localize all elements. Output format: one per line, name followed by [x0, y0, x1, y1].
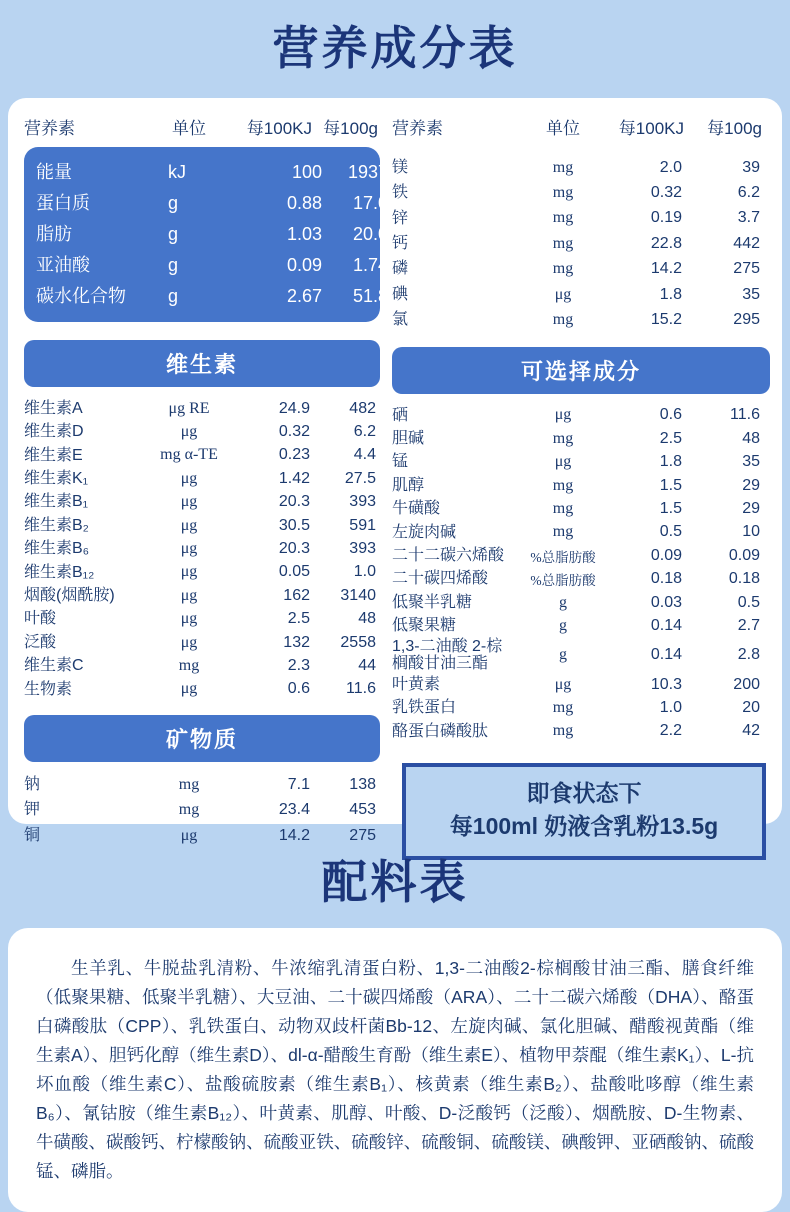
- value-per-100g: 6.2: [737, 184, 760, 202]
- value-per-100kj: 1.8: [659, 285, 682, 303]
- value-per-100g: 1937: [347, 162, 388, 182]
- header-nutrient: 营养素: [392, 119, 443, 138]
- nutrient-unit: mg: [552, 311, 574, 329]
- nutrient-row: [392, 451, 770, 474]
- nutrient-row: [392, 404, 770, 427]
- value-per-100g: 20: [742, 698, 760, 716]
- nutrient-row: [392, 257, 770, 282]
- value-per-100kj: 162: [283, 586, 310, 604]
- value-per-100g: 29: [742, 499, 760, 517]
- nutrient-unit: μg: [180, 586, 198, 604]
- nutrient-row: [36, 219, 388, 250]
- value-per-100g: 295: [733, 311, 760, 329]
- nutrient-name: 维生素D: [24, 423, 84, 441]
- value-per-100g: 2.8: [737, 646, 760, 664]
- nutrient-name: 蛋白质: [36, 192, 90, 213]
- header-per-100kj: 每100KJ: [618, 119, 684, 138]
- value-per-100kj: 132: [283, 633, 310, 651]
- nutrient-row: [392, 696, 770, 719]
- nutrient-unit: μg: [180, 610, 198, 628]
- nutrient-row: [24, 444, 380, 467]
- nutrient-unit: mg: [552, 698, 574, 716]
- nutrient-name: 叶酸: [24, 610, 57, 628]
- nutrient-name: 铁: [392, 184, 409, 202]
- nutrient-name: 酪蛋白磷酸肽: [392, 722, 489, 740]
- ingredients-panel: [8, 928, 782, 1212]
- nutrient-unit: mg: [552, 234, 574, 252]
- nutrient-name: 叶黄素: [392, 675, 441, 693]
- value-per-100g: 0.5: [737, 593, 760, 611]
- value-per-100kj: 0.5: [659, 523, 682, 541]
- nutrient-name: 钙: [392, 235, 409, 253]
- value-per-100kj: 2.5: [659, 429, 682, 447]
- nutrient-unit: μg: [180, 680, 198, 698]
- nutrient-unit: μg: [180, 540, 198, 558]
- nutrient-unit: g: [559, 646, 567, 664]
- nutrient-name: 维生素A: [24, 399, 83, 417]
- value-per-100g: 4.4: [353, 446, 376, 464]
- nutrient-unit: μg RE: [168, 399, 210, 417]
- value-per-100kj: 1.5: [659, 476, 682, 494]
- nutrient-unit: %总脂肪酸: [530, 549, 596, 565]
- nutrient-row: [392, 155, 770, 180]
- value-per-100g: 6.2: [353, 423, 376, 441]
- nutrient-unit: g: [168, 286, 179, 306]
- header-nutrient: 营养素: [24, 119, 75, 138]
- value-per-100g: 48: [358, 610, 376, 628]
- value-per-100g: 591: [349, 516, 376, 534]
- value-per-100kj: 23.4: [278, 801, 310, 819]
- value-per-100kj: 1.0: [659, 698, 682, 716]
- nutrient-row: [24, 467, 380, 490]
- value-per-100g: 42: [742, 722, 760, 740]
- nutrient-name: 碘: [392, 285, 409, 303]
- ingredients-list-text: 生羊乳、牛脱盐乳清粉、牛浓缩乳清蛋白粉、1,3-二油酸2-棕榈酸甘油三酯、膳食纤维（低聚果糖、低聚半乳糖）、大豆油、二十碳四烯酸（ARA）、二十二碳六烯酸（DHA）、酪蛋白磷酸肽（CPP）、乳铁蛋白、动物双歧杆菌Bb-12、左旋肉碱、氯化胆碱、醋酸视黄酯（维生素A）、胆钙化醇（维生素D）、dl-α-醋酸生育酚（维生素E）、植物甲萘醌（维生素K₁）、L-抗坏血酸（维生素C）、盐酸硫胺素（维生素B₁）、核黄素（维生素B₂）、盐酸吡哆醇（维生素B₆）、氰钴胺（维生素B₁₂）、叶黄素、肌醇、叶酸、D-泛酸钙（泛酸）、烟酰胺、D-生物素、牛磺酸、碳酸钙、柠檬酸钠、硫酸亚铁、硫酸锌、硫酸铜、硫酸镁、碘酸钾、亚硒酸钠、硫酸锰、磷脂。: [36, 958, 754, 1181]
- nutrient-row: [24, 397, 380, 420]
- value-per-100kj: 10.3: [650, 675, 682, 693]
- value-per-100kj: 1.03: [286, 224, 322, 244]
- nutrient-row: [392, 614, 770, 637]
- value-per-100g: 453: [349, 801, 376, 819]
- value-per-100g: 138: [349, 775, 376, 793]
- value-per-100kj: 0.03: [650, 593, 682, 611]
- vitamins-table: [24, 397, 380, 701]
- nutrient-row: [392, 231, 770, 256]
- nutrient-name: 低聚果糖: [392, 617, 457, 635]
- value-per-100g: 3140: [340, 586, 376, 604]
- nutrient-name: 维生素K₁: [24, 470, 89, 488]
- value-per-100g: 3.7: [737, 209, 760, 227]
- value-per-100g: 48: [742, 429, 760, 447]
- value-per-100g: 39: [742, 158, 760, 176]
- nutrient-unit: mg: [178, 656, 200, 674]
- nutrient-row: [392, 673, 770, 696]
- nutrient-unit: g: [168, 224, 179, 244]
- section-bar-vitamins: 维生素: [24, 340, 380, 387]
- nutrient-row: [24, 491, 380, 514]
- nutrient-row: [24, 797, 380, 822]
- value-per-100g: 51.8: [352, 286, 388, 306]
- nutrient-name: 维生素C: [24, 657, 84, 675]
- column-header-row: [24, 114, 380, 139]
- value-per-100kj: 0.6: [287, 680, 310, 698]
- value-per-100kj: 0.18: [650, 570, 682, 588]
- nutrient-row: [36, 281, 388, 312]
- nutrient-row: [24, 631, 380, 654]
- value-per-100g: 11.6: [730, 406, 760, 424]
- header-unit: 单位: [546, 119, 580, 138]
- nutrient-name: 左旋肉碱: [392, 523, 457, 541]
- nutrient-row: [24, 584, 380, 607]
- nutrient-name: 维生素B₆: [24, 540, 90, 558]
- nutrient-unit: mg: [552, 158, 574, 176]
- value-per-100kj: 0.05: [278, 563, 310, 581]
- header-unit: 单位: [172, 119, 206, 138]
- nutrient-unit: g: [559, 593, 567, 611]
- value-per-100kj: 0.19: [650, 209, 682, 227]
- nutrient-unit: μg: [180, 516, 198, 534]
- nutrient-row: [24, 823, 380, 848]
- optional-ingredients-table: [392, 404, 770, 743]
- nutrient-row: [24, 654, 380, 677]
- ready-note-line1: 即食状态下: [526, 780, 642, 806]
- nutrient-unit: %总脂肪酸: [530, 573, 596, 589]
- section-bar-minerals: 矿物质: [24, 715, 380, 762]
- value-per-100g: 1.74: [352, 255, 388, 275]
- value-per-100g: 35: [742, 285, 760, 303]
- header-per-100g: 每100g: [323, 119, 378, 138]
- value-per-100g: 35: [742, 453, 760, 471]
- nutrient-name: 磷: [392, 260, 409, 278]
- nutrient-name: 钾: [24, 801, 41, 819]
- value-per-100g: 275: [733, 260, 760, 278]
- value-per-100g: 0.18: [728, 570, 760, 588]
- nutrient-row: [24, 420, 380, 443]
- value-per-100kj: 1.42: [278, 469, 310, 487]
- nutrient-name: 乳铁蛋白: [392, 699, 457, 717]
- nutrition-right-column: [392, 114, 770, 840]
- nutrient-unit: mg: [552, 184, 574, 202]
- nutrient-name: 锌: [392, 209, 409, 227]
- nutrition-left-column: [24, 114, 388, 844]
- minerals-table: [24, 772, 380, 848]
- nutrient-name: 能量: [36, 161, 72, 182]
- nutrient-unit: mg: [552, 722, 574, 740]
- nutrient-row: [24, 537, 380, 560]
- nutrient-unit: μg: [554, 406, 572, 424]
- nutrient-row: [392, 567, 770, 590]
- value-per-100kj: 0.32: [278, 423, 310, 441]
- nutrient-name: 生物素: [24, 680, 73, 698]
- nutrient-row: [392, 282, 770, 307]
- value-per-100kj: 1.5: [659, 499, 682, 517]
- minerals-right-table: [392, 155, 770, 333]
- nutrient-unit: μg: [180, 633, 198, 651]
- nutrient-unit: μg: [180, 469, 198, 487]
- value-per-100kj: 0.6: [659, 406, 682, 424]
- value-per-100g: 2558: [340, 633, 376, 651]
- nutrition-panel: [8, 98, 782, 844]
- nutrient-row: [392, 497, 770, 520]
- value-per-100kj: 1.8: [659, 453, 682, 471]
- nutrient-unit: μg: [180, 423, 198, 441]
- value-per-100g: 1.0: [353, 563, 376, 581]
- value-per-100kj: 0.23: [278, 446, 310, 464]
- header-per-100kj: 每100KJ: [246, 119, 312, 138]
- nutrient-row: [24, 772, 380, 797]
- nutrient-unit: mg: [552, 499, 574, 517]
- nutrient-row: [24, 561, 380, 584]
- ready-note-line2: 每100ml 奶液含乳粉13.5g: [449, 813, 719, 840]
- value-per-100g: 393: [349, 493, 376, 511]
- nutrient-row: [392, 206, 770, 231]
- nutrient-name: 烟酸(烟酰胺): [24, 587, 115, 605]
- value-per-100kj: 0.14: [650, 616, 682, 634]
- value-per-100g: 393: [349, 540, 376, 558]
- value-per-100g: 482: [349, 399, 376, 417]
- energy-highlight-table: [24, 147, 388, 322]
- section-bar-optional: 可选择成分: [392, 347, 770, 394]
- nutrient-row: [24, 608, 380, 631]
- value-per-100kj: 2.0: [659, 158, 682, 176]
- value-per-100kj: 22.8: [650, 234, 682, 252]
- value-per-100kj: 30.5: [278, 516, 310, 534]
- nutrient-name: 钠: [24, 775, 41, 793]
- value-per-100kj: 0.14: [650, 646, 682, 664]
- nutrient-row: [392, 474, 770, 497]
- value-per-100kj: 2.67: [286, 286, 322, 306]
- value-per-100g: 29: [742, 476, 760, 494]
- value-per-100g: 44: [358, 656, 376, 674]
- nutrient-unit: mg: [178, 775, 200, 793]
- nutrient-name: 泛酸: [24, 633, 57, 651]
- nutrient-name: 肌醇: [392, 476, 425, 494]
- nutrient-row: [392, 180, 770, 205]
- column-header-row: [392, 114, 770, 139]
- nutrient-row: [24, 678, 380, 701]
- value-per-100kj: 20.3: [278, 493, 310, 511]
- nutrient-unit: mg: [552, 209, 574, 227]
- nutrient-unit: g: [168, 193, 179, 213]
- value-per-100kj: 15.2: [650, 311, 682, 329]
- nutrient-row: [392, 521, 770, 544]
- value-per-100g: 11.6: [346, 680, 376, 698]
- header-per-100g: 每100g: [707, 119, 762, 138]
- nutrient-row: [392, 427, 770, 450]
- value-per-100kj: 20.3: [278, 540, 310, 558]
- nutrient-row: [392, 720, 770, 743]
- nutrient-unit: g: [559, 616, 567, 634]
- value-per-100g: 20.0: [352, 224, 388, 244]
- nutrient-name: 二十碳四烯酸: [392, 570, 489, 588]
- nutrient-row: [392, 591, 770, 614]
- nutrient-unit: mg: [552, 523, 574, 541]
- nutrient-name: 氯: [392, 311, 409, 329]
- value-per-100g: 200: [733, 675, 760, 693]
- nutrient-name: 维生素E: [24, 446, 83, 464]
- nutrient-unit: mg: [552, 429, 574, 447]
- nutrient-name: 胆碱: [392, 430, 425, 448]
- nutrient-name: 牛磺酸: [392, 500, 441, 518]
- value-per-100kj: 14.2: [278, 826, 310, 844]
- nutrient-unit: μg: [180, 826, 198, 844]
- nutrient-unit: μg: [554, 675, 572, 693]
- value-per-100g: 275: [349, 826, 376, 844]
- value-per-100g: 17.0: [352, 193, 388, 213]
- nutrient-row: [392, 307, 770, 332]
- nutrient-row: [392, 638, 770, 673]
- value-per-100kj: 14.2: [650, 260, 682, 278]
- value-per-100kj: 0.88: [286, 193, 322, 213]
- nutrient-name: 铜: [24, 826, 41, 844]
- nutrient-name: 低聚半乳糖: [392, 593, 473, 611]
- nutrient-name: 锰: [392, 453, 409, 471]
- nutrient-unit: mg α-TE: [160, 446, 218, 464]
- nutrient-name: 硒: [392, 406, 409, 424]
- nutrient-name: 1,3-二油酸 2-棕榈酸甘油三酯: [392, 637, 503, 673]
- value-per-100kj: 0.09: [286, 255, 322, 275]
- nutrient-unit: kJ: [168, 162, 186, 182]
- value-per-100kj: 100: [291, 162, 322, 182]
- nutrient-name: 碳水化合物: [36, 285, 126, 306]
- nutrient-name: 脂肪: [36, 223, 72, 244]
- value-per-100kj: 24.9: [278, 399, 310, 417]
- value-per-100kj: 2.3: [287, 656, 310, 674]
- value-per-100kj: 7.1: [287, 775, 310, 793]
- nutrient-unit: mg: [552, 260, 574, 278]
- nutrient-unit: g: [168, 255, 179, 275]
- nutrient-name: 维生素B₁₂: [24, 563, 95, 581]
- nutrient-unit: mg: [552, 476, 574, 494]
- nutrient-row: [36, 250, 388, 281]
- nutrient-row: [24, 514, 380, 537]
- nutrient-row: [392, 544, 770, 567]
- nutrient-name: 镁: [392, 158, 409, 176]
- nutrient-name: 维生素B₁: [24, 493, 89, 511]
- value-per-100kj: 2.2: [659, 722, 682, 740]
- nutrient-name: 维生素B₂: [24, 516, 89, 534]
- nutrient-row: [36, 188, 388, 219]
- value-per-100g: 442: [733, 234, 760, 252]
- value-per-100g: 0.09: [728, 546, 760, 564]
- nutrient-unit: mg: [178, 801, 200, 819]
- value-per-100g: 2.7: [737, 616, 760, 634]
- nutrient-name: 二十二碳六烯酸: [392, 546, 505, 564]
- nutrition-facts-title: 营养成分表: [272, 22, 518, 74]
- value-per-100g: 27.5: [344, 469, 376, 487]
- nutrient-name: 亚油酸: [36, 254, 90, 275]
- value-per-100kj: 2.5: [287, 610, 310, 628]
- value-per-100g: 10: [742, 523, 760, 541]
- nutrient-unit: μg: [554, 453, 572, 471]
- nutrient-unit: μg: [554, 285, 572, 303]
- ingredients-title: 配料表: [321, 856, 469, 908]
- value-per-100kj: 0.09: [650, 546, 682, 564]
- nutrient-row: [36, 157, 388, 188]
- nutrient-unit: μg: [180, 563, 198, 581]
- nutrient-unit: μg: [180, 493, 198, 511]
- value-per-100kj: 0.32: [650, 184, 682, 202]
